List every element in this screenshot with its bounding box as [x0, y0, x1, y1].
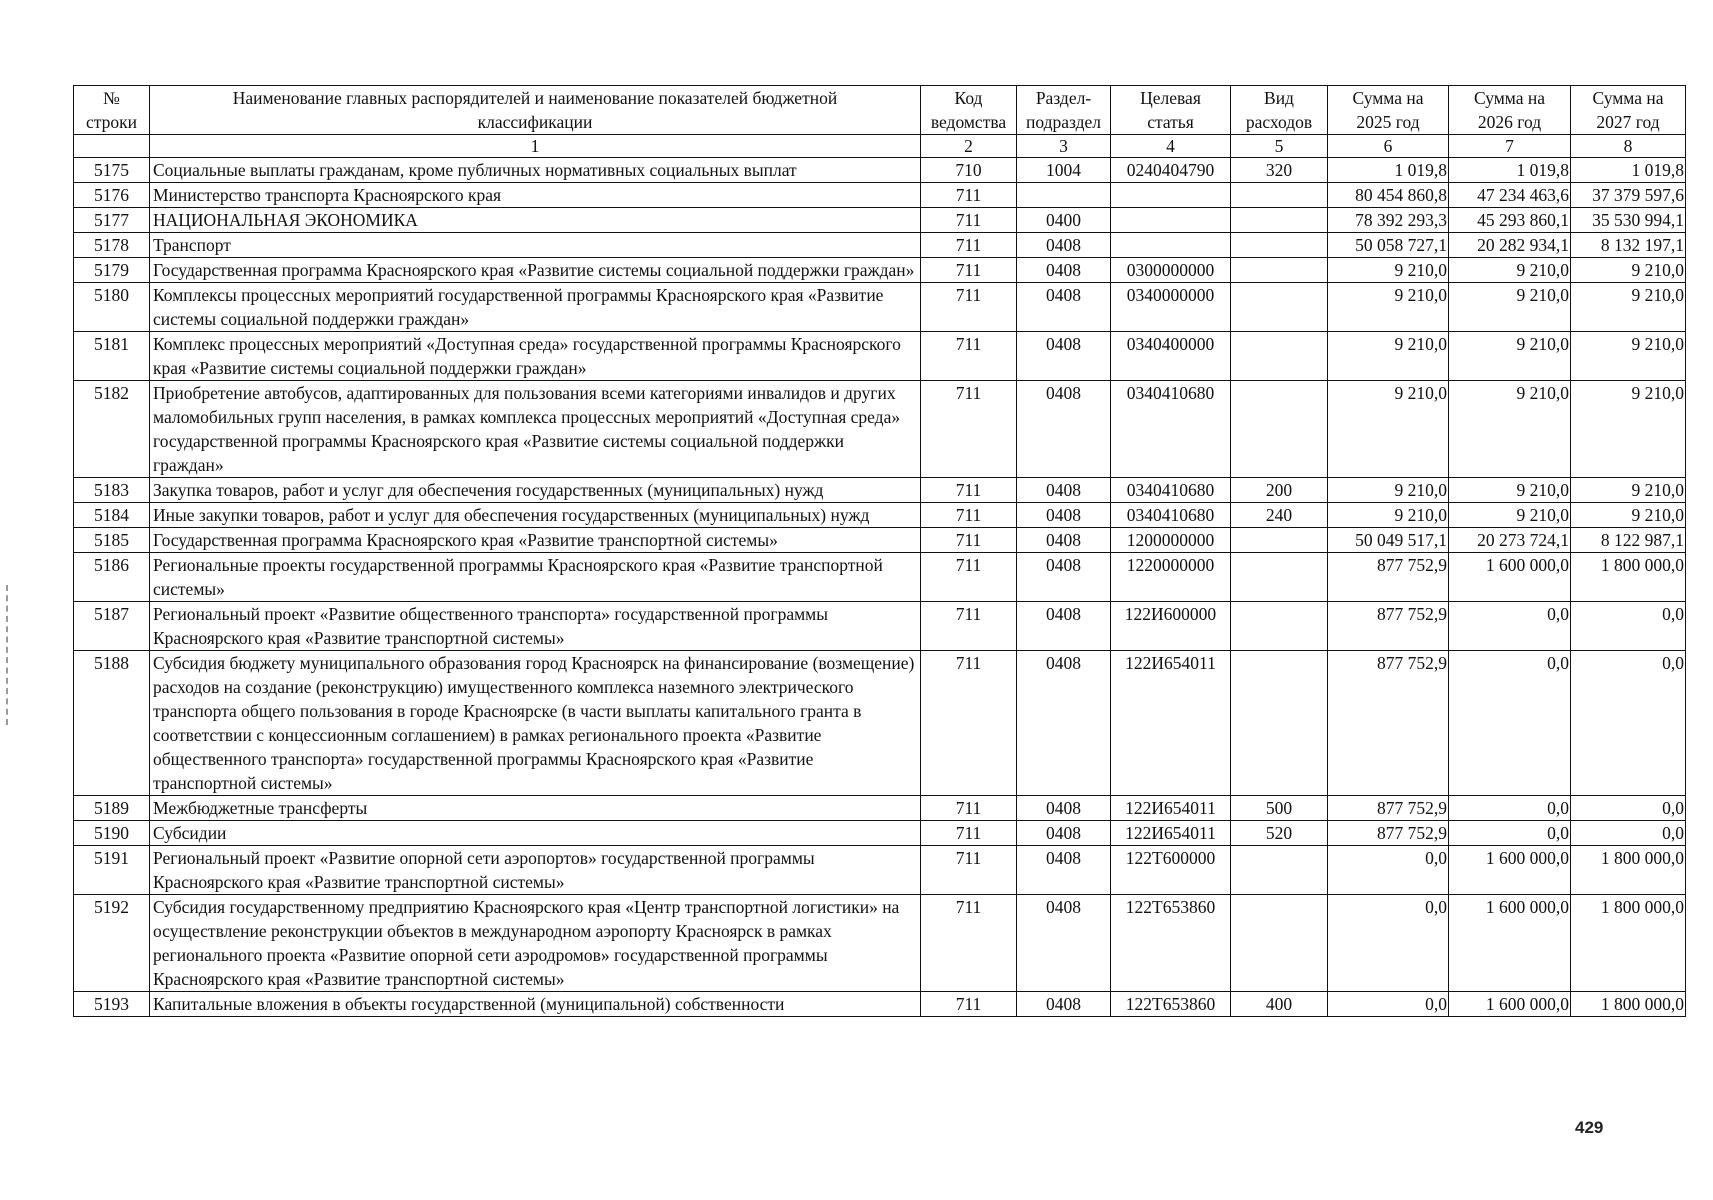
- table-row: [74, 895, 1686, 992]
- sum-2026-cell: 1 600 000,0: [1449, 846, 1571, 895]
- sum-2026-cell: 9 210,0: [1449, 258, 1571, 283]
- row-name-cell: Иные закупки товаров, работ и услуг для обеспечения государственных (муниципальных) нужд: [150, 503, 921, 528]
- dept-code-cell: 711: [921, 602, 1017, 651]
- section-cell: 0400: [1017, 208, 1111, 233]
- header-section-line1: Раздел-: [1035, 88, 1092, 108]
- table-row: [74, 992, 1686, 1017]
- column-number: 1: [150, 135, 921, 158]
- section-cell: 0408: [1017, 381, 1111, 478]
- section-cell: [1017, 183, 1111, 208]
- row-name-cell: Региональный проект «Развитие общественного транспорта» государственной программы Красноярского края «Развитие транспортной системы»: [150, 602, 921, 651]
- row-number-cell: 5177: [74, 208, 150, 233]
- table-body: [74, 158, 1686, 1017]
- table-row: [74, 846, 1686, 895]
- row-name-cell: Субсидия бюджету муниципального образования город Красноярск на финансирование (возмещение) расходов на создание (реконструкцию) имущественного комплекса наземного электрического транспорта общего пользования в городе Красноярске (в части выплаты капитального гранта в соответствии с концессионным соглашением) в рамках регионального проекта «Развитие общественного транспорта» государственной программы Красноярского края «Развитие транспортной системы»: [150, 651, 921, 796]
- sum-2026-cell: 1 600 000,0: [1449, 992, 1571, 1017]
- dept-code-cell: 711: [921, 381, 1017, 478]
- sum-2027-cell: 9 210,0: [1571, 258, 1686, 283]
- sum-2027-cell: 0,0: [1571, 796, 1686, 821]
- header-section: [1017, 86, 1111, 135]
- sum-2027-cell: 9 210,0: [1571, 503, 1686, 528]
- sum-2027-cell: 9 210,0: [1571, 332, 1686, 381]
- header-target-line2: статья: [1147, 112, 1194, 132]
- row-name-cell: Капитальные вложения в объекты государственной (муниципальной) собственности: [150, 992, 921, 1017]
- expense-type-cell: [1231, 183, 1328, 208]
- target-article-cell: 122И654011: [1111, 651, 1231, 796]
- row-name-cell: Субсидия государственному предприятию Красноярского края «Центр транспортной логистики» на осуществление реконструкции объектов в международном аэропорту Красноярск в рамках регионального проекта «Развитие опорной сети аэродромов» государственной программы Красноярского края «Развитие транспортной системы»: [150, 895, 921, 992]
- expense-type-cell: [1231, 602, 1328, 651]
- table-row: [74, 258, 1686, 283]
- header-row: [74, 86, 1686, 135]
- section-cell: 0408: [1017, 651, 1111, 796]
- dept-code-cell: 711: [921, 895, 1017, 992]
- sum-2025-cell: 9 210,0: [1328, 478, 1449, 503]
- sum-2025-cell: 50 049 517,1: [1328, 528, 1449, 553]
- sum-2027-cell: 35 530 994,1: [1571, 208, 1686, 233]
- section-cell: 0408: [1017, 283, 1111, 332]
- table-row: [74, 503, 1686, 528]
- table-row: [74, 332, 1686, 381]
- target-article-cell: 0340410680: [1111, 478, 1231, 503]
- table-row: [74, 208, 1686, 233]
- section-cell: 0408: [1017, 332, 1111, 381]
- target-article-cell: 0340410680: [1111, 381, 1231, 478]
- sum-2025-cell: 9 210,0: [1328, 381, 1449, 478]
- header-sum-2025: [1328, 86, 1449, 135]
- expense-type-cell: [1231, 381, 1328, 478]
- dept-code-cell: 711: [921, 821, 1017, 846]
- expense-type-cell: 500: [1231, 796, 1328, 821]
- row-number-cell: 5187: [74, 602, 150, 651]
- target-article-cell: 122И654011: [1111, 821, 1231, 846]
- target-article-cell: 122И600000: [1111, 602, 1231, 651]
- column-number: 5: [1231, 135, 1328, 158]
- header-sum-2026: [1449, 86, 1571, 135]
- dept-code-cell: 711: [921, 283, 1017, 332]
- sum-2026-cell: 9 210,0: [1449, 381, 1571, 478]
- sum-2027-cell: 0,0: [1571, 821, 1686, 846]
- row-name-cell: Региональный проект «Развитие опорной сети аэропортов» государственной программы Красноярского края «Развитие транспортной системы»: [150, 846, 921, 895]
- target-article-cell: 1220000000: [1111, 553, 1231, 602]
- sum-2025-cell: 877 752,9: [1328, 651, 1449, 796]
- row-number-cell: 5182: [74, 381, 150, 478]
- column-number: 3: [1017, 135, 1111, 158]
- expense-type-cell: 320: [1231, 158, 1328, 183]
- row-number-cell: 5183: [74, 478, 150, 503]
- header-name-line1: Наименование главных распорядителей и наименование показателей бюджетной: [232, 88, 838, 108]
- header-row-number: [74, 86, 150, 135]
- row-name-cell: Комплексы процессных мероприятий государственной программы Красноярского края «Развитие системы социальной поддержки граждан»: [150, 283, 921, 332]
- table-row: [74, 233, 1686, 258]
- dept-code-cell: 711: [921, 478, 1017, 503]
- sum-2025-cell: 0,0: [1328, 846, 1449, 895]
- target-article-cell: [1111, 233, 1231, 258]
- expense-type-cell: [1231, 553, 1328, 602]
- sum-2026-cell: 0,0: [1449, 821, 1571, 846]
- target-article-cell: 122Т600000: [1111, 846, 1231, 895]
- expense-type-cell: [1231, 846, 1328, 895]
- sum-2025-cell: 877 752,9: [1328, 821, 1449, 846]
- sum-2027-cell: 9 210,0: [1571, 283, 1686, 332]
- target-article-cell: 0340410680: [1111, 503, 1231, 528]
- dept-code-cell: 711: [921, 233, 1017, 258]
- table-row: [74, 381, 1686, 478]
- sum-2025-cell: 9 210,0: [1328, 258, 1449, 283]
- sum-2026-cell: 47 234 463,6: [1449, 183, 1571, 208]
- row-name-cell: Государственная программа Красноярского края «Развитие транспортной системы»: [150, 528, 921, 553]
- column-number: 6: [1328, 135, 1449, 158]
- section-cell: 0408: [1017, 528, 1111, 553]
- target-article-cell: 122Т653860: [1111, 992, 1231, 1017]
- row-name-cell: Комплекс процессных мероприятий «Доступная среда» государственной программы Красноярского края «Развитие системы социальной поддержки граждан»: [150, 332, 921, 381]
- row-number-cell: 5191: [74, 846, 150, 895]
- sum-2026-cell: 9 210,0: [1449, 503, 1571, 528]
- sum-2026-cell: 0,0: [1449, 796, 1571, 821]
- header-row-number-line1: №: [103, 88, 120, 108]
- sum-2025-cell: 877 752,9: [1328, 553, 1449, 602]
- row-number-cell: 5188: [74, 651, 150, 796]
- sum-2025-cell: 9 210,0: [1328, 332, 1449, 381]
- header-expense-type: [1231, 86, 1328, 135]
- target-article-cell: 0240404790: [1111, 158, 1231, 183]
- header-sum2026-line1: Сумма на: [1473, 88, 1546, 108]
- expense-type-cell: [1231, 895, 1328, 992]
- sum-2025-cell: 877 752,9: [1328, 796, 1449, 821]
- sum-2025-cell: 78 392 293,3: [1328, 208, 1449, 233]
- table-row: [74, 651, 1686, 796]
- target-article-cell: 1200000000: [1111, 528, 1231, 553]
- header-name: [150, 86, 921, 135]
- budget-table: [73, 85, 1686, 1017]
- expense-type-cell: 240: [1231, 503, 1328, 528]
- header-section-line2: подраздел: [1025, 112, 1102, 132]
- sum-2027-cell: 1 019,8: [1571, 158, 1686, 183]
- sum-2025-cell: 877 752,9: [1328, 602, 1449, 651]
- row-number-cell: 5184: [74, 503, 150, 528]
- target-article-cell: 0340000000: [1111, 283, 1231, 332]
- table-row: [74, 478, 1686, 503]
- row-name-cell: Министерство транспорта Красноярского края: [150, 183, 921, 208]
- column-number: 4: [1111, 135, 1231, 158]
- dept-code-cell: 711: [921, 992, 1017, 1017]
- sum-2027-cell: 9 210,0: [1571, 381, 1686, 478]
- sum-2026-cell: 1 600 000,0: [1449, 895, 1571, 992]
- row-name-cell: Субсидии: [150, 821, 921, 846]
- sum-2026-cell: 45 293 860,1: [1449, 208, 1571, 233]
- sum-2026-cell: 1 019,8: [1449, 158, 1571, 183]
- header-sum2027-line2: 2027 год: [1596, 112, 1660, 132]
- row-name-cell: Транспорт: [150, 233, 921, 258]
- sum-2027-cell: 8 132 197,1: [1571, 233, 1686, 258]
- expense-type-cell: 520: [1231, 821, 1328, 846]
- target-article-cell: 0300000000: [1111, 258, 1231, 283]
- table-row: [74, 283, 1686, 332]
- expense-type-cell: [1231, 258, 1328, 283]
- expense-type-cell: 200: [1231, 478, 1328, 503]
- header-sum2027-line1: Сумма на: [1592, 88, 1664, 108]
- sum-2026-cell: 20 282 934,1: [1449, 233, 1571, 258]
- expense-type-cell: [1231, 233, 1328, 258]
- dept-code-cell: 711: [921, 332, 1017, 381]
- sum-2025-cell: 80 454 860,8: [1328, 183, 1449, 208]
- dept-code-cell: 711: [921, 503, 1017, 528]
- section-cell: 0408: [1017, 503, 1111, 528]
- sum-2027-cell: 37 379 597,6: [1571, 183, 1686, 208]
- header-sum2025-line1: Сумма на: [1352, 88, 1424, 108]
- table-row: [74, 528, 1686, 553]
- page-number: 429: [1575, 1118, 1604, 1137]
- dept-code-cell: 711: [921, 796, 1017, 821]
- header-sum-2027: [1571, 86, 1686, 135]
- section-cell: 0408: [1017, 258, 1111, 283]
- sum-2025-cell: 9 210,0: [1328, 503, 1449, 528]
- table-row: [74, 158, 1686, 183]
- section-cell: 0408: [1017, 478, 1111, 503]
- row-number-cell: 5193: [74, 992, 150, 1017]
- section-cell: 0408: [1017, 553, 1111, 602]
- header-expense-line1: Вид: [1264, 88, 1294, 108]
- row-number-cell: 5179: [74, 258, 150, 283]
- sum-2027-cell: 1 800 000,0: [1571, 895, 1686, 992]
- row-name-cell: Приобретение автобусов, адаптированных для пользования всеми категориями инвалидов и других маломобильных групп населения, в рамках комплекса процессных мероприятий «Доступная среда» государственной программы Красноярского края «Развитие системы социальной поддержки граждан»: [150, 381, 921, 478]
- target-article-cell: 0340400000: [1111, 332, 1231, 381]
- sum-2026-cell: 0,0: [1449, 651, 1571, 796]
- section-cell: 0408: [1017, 233, 1111, 258]
- section-cell: 0408: [1017, 796, 1111, 821]
- dept-code-cell: 711: [921, 846, 1017, 895]
- sum-2025-cell: 1 019,8: [1328, 158, 1449, 183]
- row-number-cell: 5189: [74, 796, 150, 821]
- dept-code-cell: 711: [921, 258, 1017, 283]
- header-dept-line1: Код: [954, 88, 983, 108]
- scan-artifact-mark: [6, 585, 10, 725]
- sum-2025-cell: 0,0: [1328, 895, 1449, 992]
- expense-type-cell: [1231, 332, 1328, 381]
- sum-2026-cell: 9 210,0: [1449, 283, 1571, 332]
- sum-2025-cell: 50 058 727,1: [1328, 233, 1449, 258]
- sum-2027-cell: 8 122 987,1: [1571, 528, 1686, 553]
- row-number-cell: 5185: [74, 528, 150, 553]
- row-name-cell: Государственная программа Красноярского края «Развитие системы социальной поддержки граждан»: [150, 258, 921, 283]
- table-row: [74, 183, 1686, 208]
- row-number-cell: 5190: [74, 821, 150, 846]
- row-number-cell: 5180: [74, 283, 150, 332]
- table-row: [74, 796, 1686, 821]
- row-number-cell: 5175: [74, 158, 150, 183]
- section-cell: 1004: [1017, 158, 1111, 183]
- header-row-number-line2: строки: [86, 112, 137, 132]
- sum-2026-cell: 1 600 000,0: [1449, 553, 1571, 602]
- column-number: 7: [1449, 135, 1571, 158]
- row-number-cell: 5186: [74, 553, 150, 602]
- header-sum2026-line2: 2026 год: [1477, 112, 1542, 132]
- target-article-cell: [1111, 208, 1231, 233]
- row-name-cell: Закупка товаров, работ и услуг для обеспечения государственных (муниципальных) нужд: [150, 478, 921, 503]
- dept-code-cell: 711: [921, 553, 1017, 602]
- row-number-cell: 5176: [74, 183, 150, 208]
- section-cell: 0408: [1017, 602, 1111, 651]
- header-sum2025-line2: 2025 год: [1356, 112, 1420, 132]
- sum-2026-cell: 9 210,0: [1449, 478, 1571, 503]
- row-number-cell: 5192: [74, 895, 150, 992]
- row-name-cell: Социальные выплаты гражданам, кроме публичных нормативных социальных выплат: [150, 158, 921, 183]
- table-row: [74, 553, 1686, 602]
- header-target-article: [1111, 86, 1231, 135]
- header-dept-code: [921, 86, 1017, 135]
- dept-code-cell: 711: [921, 651, 1017, 796]
- target-article-cell: [1111, 183, 1231, 208]
- header-name-line2: классификации: [477, 112, 593, 132]
- section-cell: 0408: [1017, 846, 1111, 895]
- target-article-cell: 122Т653860: [1111, 895, 1231, 992]
- sum-2026-cell: 20 273 724,1: [1449, 528, 1571, 553]
- sum-2027-cell: 0,0: [1571, 651, 1686, 796]
- sum-2026-cell: 0,0: [1449, 602, 1571, 651]
- table-row: [74, 602, 1686, 651]
- row-number-cell: 5178: [74, 233, 150, 258]
- expense-type-cell: [1231, 208, 1328, 233]
- sum-2027-cell: 1 800 000,0: [1571, 553, 1686, 602]
- dept-code-cell: 711: [921, 528, 1017, 553]
- table-row: [74, 821, 1686, 846]
- sum-2027-cell: 9 210,0: [1571, 478, 1686, 503]
- column-numbers-row: [74, 135, 1686, 158]
- row-number-cell: 5181: [74, 332, 150, 381]
- expense-type-cell: [1231, 651, 1328, 796]
- sum-2025-cell: 0,0: [1328, 992, 1449, 1017]
- expense-type-cell: 400: [1231, 992, 1328, 1017]
- column-number: 8: [1571, 135, 1686, 158]
- expense-type-cell: [1231, 283, 1328, 332]
- header-dept-line2: ведомства: [930, 112, 1007, 132]
- row-name-cell: Межбюджетные трансферты: [150, 796, 921, 821]
- dept-code-cell: 711: [921, 183, 1017, 208]
- sum-2027-cell: 1 800 000,0: [1571, 992, 1686, 1017]
- column-number: 2: [921, 135, 1017, 158]
- header-target-line1: Целевая: [1140, 88, 1201, 108]
- sum-2027-cell: 0,0: [1571, 602, 1686, 651]
- sum-2025-cell: 9 210,0: [1328, 283, 1449, 332]
- section-cell: 0408: [1017, 895, 1111, 992]
- column-number: [74, 135, 150, 158]
- row-name-cell: Региональные проекты государственной программы Красноярского края «Развитие транспортной системы»: [150, 553, 921, 602]
- sum-2027-cell: 1 800 000,0: [1571, 846, 1686, 895]
- row-name-cell: НАЦИОНАЛЬНАЯ ЭКОНОМИКА: [150, 208, 921, 233]
- header-expense-line2: расходов: [1245, 112, 1313, 132]
- section-cell: 0408: [1017, 992, 1111, 1017]
- dept-code-cell: 710: [921, 158, 1017, 183]
- expense-type-cell: [1231, 528, 1328, 553]
- target-article-cell: 122И654011: [1111, 796, 1231, 821]
- section-cell: 0408: [1017, 821, 1111, 846]
- sum-2026-cell: 9 210,0: [1449, 332, 1571, 381]
- dept-code-cell: 711: [921, 208, 1017, 233]
